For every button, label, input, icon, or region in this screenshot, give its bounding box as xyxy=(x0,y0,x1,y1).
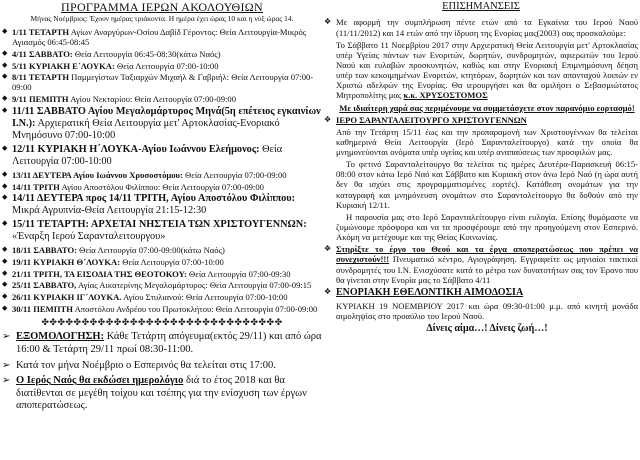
diamond-bullet-icon xyxy=(2,269,12,278)
schedule-description: Αγίας Αικατερίνης Μεγαλομάρτυρος: Θεία Λειτουργία 07:00-09:15 xyxy=(76,280,312,291)
schedule-item xyxy=(2,106,322,142)
diamond-bullet-icon xyxy=(2,245,12,254)
schedule-item xyxy=(2,170,322,180)
schedule-item xyxy=(2,292,322,302)
schedule-date: 14/11 ΔΕΥΤΕΡΑ προς 14/11 ΤΡΙΤΗ, Αγίου Αποστόλου Φιλίππου: xyxy=(12,193,296,205)
schedule-date: 11/11 ΣΑΒΒΑΤΟ Αγίου Μεγαλομάρτυρος Μηνά(5η επέτειος εγκαινίων Ι.Ν.): xyxy=(12,105,321,130)
schedule-date: 4/11 ΣΑΒΒΑΤΟ: xyxy=(12,48,73,59)
liturgy-heading: ΙΕΡΟ ΣΑΡΑΝΤΑΛΕΙΤΟΥΡΓΟ ΧΡΙΣΤΟΥΓΕΝΝΩΝ xyxy=(336,114,527,125)
diamond-bullet-icon xyxy=(2,219,12,228)
diamond-bullet-icon xyxy=(2,106,12,115)
diamond-bullet-icon xyxy=(2,257,12,266)
bullet-icon xyxy=(324,17,336,26)
anniversary-intro: Με αφορμή την συμπλήρωση πέντε ετών από τα Εγκαίνια του Ιερού Ναού (11/11/2012) και 14 ετών από την ίδρυση της Ενορίας μας(2003) σας προσκαλούμε: xyxy=(336,17,638,38)
schedule-item xyxy=(2,193,322,217)
note-item xyxy=(2,331,322,356)
schedule-description: Θεία Λειτουργία 07:00-10:00 xyxy=(12,143,283,168)
schedule-date: 15/11 ΤΕΤΑΡΤΗ: ΑΡΧΕΤΑΙ ΝΗΣΤΕΙΑ ΤΩΝ ΧΡΙΣΤΟΥΓΕΝΝΩΝ: xyxy=(12,219,307,231)
diamond-bullet-icon xyxy=(2,182,12,191)
diamond-bullet-icon xyxy=(2,144,12,153)
schedule-item xyxy=(2,27,322,47)
schedule-item xyxy=(2,245,322,255)
schedule-date: 25/11 ΣΑΒΒΑΤΟ, xyxy=(12,280,77,291)
schedule-description: Αγίου Νεκταρίου: Θεία Λειτουργία 07:00-09:00 xyxy=(68,94,237,105)
schedule-date: 8/11 ΤΕΤΑΡΤΗ xyxy=(12,72,70,83)
arrow-bullet-icon xyxy=(2,331,16,343)
schedule-date: 21/11 ΤΡΙΤΗ, ΤΑ ΕΙΣΟΔΙΑ ΤΗΣ ΘΕΟΤΟΚΟΥ: xyxy=(12,268,187,279)
note-text: διά το έτος 2018 και θα διατίθενται σε μεγέθη τοίχου και τσέπης για την ενίσχυση των έργων αποπερατώσεως. xyxy=(16,375,307,412)
blood-drive-text: ΚΥΡΙΑΚΗ 19 ΝΟΕΜΒΡΙΟΥ 2017 και ώρα 09:30-01:00 μ.μ. από κινητή μονάδα αιμοληψίας στο προαύλιο του Ιερού Ναού. xyxy=(336,300,638,321)
bullet-icon xyxy=(324,287,336,296)
schedule-item xyxy=(2,304,322,314)
bullet-icon xyxy=(324,115,336,124)
schedule-date: 5/11 ΚΥΡΙΑΚΗ Ε΄ΛΟΥΚΑ: xyxy=(12,60,115,71)
diamond-bullet-icon xyxy=(2,61,12,70)
schedule-date: 26/11 ΚΥΡΙΑΚΗ ΙΓ΄ΛΟΥΚΑ. xyxy=(12,292,122,302)
schedule-title: ΠΡΟΓΡΑΜΜΑ ΙΕΡΩΝ ΑΚΟΛΟΥΘΙΩΝ xyxy=(61,0,263,14)
schedule-description: Θεία Λειτουργία 07:00-10:00 xyxy=(120,256,224,267)
support-heading: Στηρίξτε το έργο του Θεού και τα έργα αποπερατώσεως που πρέπει να συνεχιστούν!!! xyxy=(336,244,638,265)
announcements-title: ΕΠΙΣΗΜΑΝΣΕΙΣ xyxy=(442,1,520,12)
diamond-bullet-icon xyxy=(2,94,12,103)
schedule-subtitle: Μήνας Νοέμβριος: Έχουν ημέρας τριάκοντα. Η ημέρα έχει ώρας 10 και η νύξ ώρας 14. xyxy=(30,14,294,24)
diamond-bullet-icon xyxy=(2,304,12,313)
support-text: Πνευματικό κέντρο, Αγιογράφηση. Εγγραφείτε ως μηνιαίοι τακτικοί συνδρομητές του Ι.Ν. Ενισχύσατε κατά το μέτρο των δυνατοτήτων σας τον Έρανο που θα γίνεται στην Ενορία μας το Σάββατο 4/11 xyxy=(336,254,638,285)
schedule-description: Αγίων Αναργύρων-Οσίου Δαβίδ Γέροντος: Θεία Λειτουργία-Μικρός Αγιασμός 06:45-08:45 xyxy=(12,27,307,48)
anniversary-body xyxy=(324,40,638,101)
schedule-description: Θεία Λειτουργία 07:00-10:00 xyxy=(114,60,219,71)
liturgy-text: Από την Τετάρτη 15/11 έως και την προπαραμονή των Χριστουγέννων θα τελείται καθημερινά Θεία Λειτουργία (Ιερό Σαρανταλείτουργο) κατά την οποία θα μνημονεύονται ονόματα υπέρ υγείας και υπέρ αναπαύσεως των προσφιλών μας. xyxy=(336,126,638,158)
schedule-item xyxy=(2,269,322,279)
arrow-bullet-icon xyxy=(2,360,16,372)
blood-drive-heading: ΕΝΟΡΙΑΚΗ ΕΘΕΛΟΝΤΙΚΗ ΑΙΜΟΔΟΣΙΑ xyxy=(336,286,524,298)
diamond-bullet-icon xyxy=(2,193,12,202)
schedule-description: «Έναρξη Ιερού Σαρανταλειτουργου» xyxy=(12,231,166,243)
liturgy-exhortation: Η παρουσία μας στο Ιερό Σαρανταλείτουργο είναι ευλογία. Επίσης θυμόμαστε να ζυμώνουμε πρόσφορα και να τα προσφέρουμε από την προηγούμενη στον Εσπερινό. Ακόμη να μετέχουμε και της Θείας Κοινωνίας. xyxy=(336,211,638,243)
note-item xyxy=(2,360,322,373)
schedule-date: 14/11 ΤΡΙΤΗ xyxy=(12,181,60,192)
schedule-item xyxy=(2,219,322,243)
diamond-bullet-icon xyxy=(2,27,12,36)
schedule-description: Αγίου Στυλιανού: Θεία Λειτουργία 07:00-10:00 xyxy=(121,292,288,302)
diamond-bullet-icon xyxy=(2,49,12,58)
anniversary-announcement xyxy=(324,17,638,37)
blood-drive-announcement xyxy=(324,287,638,299)
diamond-bullet-icon xyxy=(2,280,12,289)
bullet-icon xyxy=(324,244,336,253)
diamond-bullet-icon xyxy=(2,170,12,179)
blood-drive-slogan: Δίνεις αίμα…! Δίνεις ζωή…! xyxy=(426,322,548,334)
anniversary-closing: Με ιδιαίτερη χαρά σας περιμένουμε να συμμετάσχετε στον παρανόμιο εορτασμό! xyxy=(339,102,635,113)
schedule-item xyxy=(2,257,322,267)
anniversary-text: Το Σάββατο 11 Νοεμβρίου 2017 στην Αρχιερατική Θεία Λειτουργία μετ' Αρτοκλασίας υπέρ Υγείας πάντων των Ενοριτών, δωρητών, συνδρομητών, αφιερωτών του Ιερού Ναού και ευλαβών προσκυνητών, καθώς και στην Ενοριακή Επιμνημόσυνη δέηση υπέρ των κεκοιμημένων Ενοριτών, κτητόρων, δωρητών και των απανταχού λοιπών εν Χριστώ αδελφών της Ενορίας. Θα ιερουργήσει και θα ομιλήσει ο Σεβασμιώτατος Μητροπολίτης μας xyxy=(336,39,638,101)
note-heading: Ο Ιερός Ναός θα εκδώσει ημερολόγιο xyxy=(16,375,184,387)
metropolitan-name: κ.κ. ΧΡΥΣΟΣΤΟΜΟΣ xyxy=(403,90,488,101)
liturgy-announcement xyxy=(324,115,638,125)
ornamental-divider: ✤✤✤✤✤✤✤✤✤✤✤✤✤✤✤✤✤✤✤✤✤✤✤✤✤✤✤✤✤✤ xyxy=(41,316,283,327)
schedule-date: 12/11 ΚΥΡΙΑΚΗ Η΄ΛΟΥΚΑ-Αγίου Ιωάννου Ελεήμονος: xyxy=(12,143,260,155)
schedule-item xyxy=(2,182,322,192)
schedule-item xyxy=(2,49,322,59)
schedule-item xyxy=(2,94,322,104)
schedule-description: Αρχιερατική Θεία Λειτουργία μετ' Αρτοκλασίας-Ενοριακό Μνημόσυνο 07:00-10:00 xyxy=(12,118,280,142)
schedule-date: 13/11 ΔΕΥΤΕΡΑ Αγίου Ιωάννου Χρυσοστόμου: xyxy=(12,169,183,180)
schedule-date: 18/11 ΣΑΒΒΑΤΟ: xyxy=(12,245,78,256)
schedule-date: 30/11 ΠΕΜΠΤΗ xyxy=(12,303,73,314)
schedule-description: Παμμεγίστων Ταξιαρχών Μιχαήλ & Γαβριήλ: Θεία Λειτουργία 07:00-09:00 xyxy=(12,72,314,93)
note-text: Κάθε Τετάρτη απόγευμα(εκτός 29/11) και από ώρα 16:00 & Τετάρτη 29/11 πρωί 08:30-11:00. xyxy=(16,331,322,356)
schedule-description: Μικρά Αγρυπνία-Θεία Λειτουργία 21:15-12:30 xyxy=(12,205,207,217)
schedule-list xyxy=(2,27,322,314)
notes-list xyxy=(2,331,322,413)
diamond-bullet-icon xyxy=(2,292,12,301)
support-announcement xyxy=(324,244,638,285)
liturgy-schedule: Το φετινό Σαρανταλείτουργο θα τελείται τις ημέρες Δευτέρα-Παρασκευή 06:15-08:00 στον κάτω Ιερό Ναό και Σάββατο και Κυριακή στον άνω Ιερό Ναό (η ώρα αυτή δεν θα ισχύει στις προγραμματισμένες εορτές). Κατάθεση ονομάτων για την καταγραφή και μνημόνευση ονομάτων στο Σαρανταλείτουργο θα δοθούν από την Κυριακή 12/11. xyxy=(336,159,638,210)
announcements-column xyxy=(324,0,638,460)
arrow-bullet-icon xyxy=(2,375,16,387)
note-text: Κατά τον μήνα Νοέμβριο ο Εσπερινός θα τελείται στις 17:00. xyxy=(16,359,276,371)
schedule-item xyxy=(2,72,322,92)
schedule-date: 19/11 ΚΥΡΙΑΚΗ Θ΄ΛΟΥΚΑ: xyxy=(12,256,121,267)
schedule-date: 1/11 ΤΕΤΑΡΤΗ xyxy=(12,27,70,37)
schedule-item xyxy=(2,144,322,168)
schedule-description: Θεία Λειτουργία 06:45-08:30(κάτω Ναός) xyxy=(72,48,221,59)
schedule-item xyxy=(2,61,322,71)
schedule-description: Θεία Λειτουργία 07:00-09:00(κάτω Ναός) xyxy=(77,245,225,256)
schedule-description: Θεία Λειτουργία 07:00-09:00 xyxy=(182,169,287,180)
schedule-description: Αγίου Αποστόλου Φιλίππου: Θεία Λειτουργία 07:00-09:00 xyxy=(59,181,264,192)
schedule-item xyxy=(2,280,322,290)
schedule-date: 9/11 ΠΕΜΠΤΗ xyxy=(12,94,69,105)
schedule-description: Θεία Λειτουργία 07:00-09:30 xyxy=(186,268,291,279)
note-item xyxy=(2,375,322,413)
diamond-bullet-icon xyxy=(2,72,12,81)
schedule-column xyxy=(2,0,322,460)
schedule-description: Αποστόλου Ανδρέου του Πρωτοκλήτου: Θεία Λειτουργία 07:00-09:00 xyxy=(72,303,318,314)
note-heading: ΕΞΟΜΟΛΟΓΗΣΗ: xyxy=(16,331,105,343)
